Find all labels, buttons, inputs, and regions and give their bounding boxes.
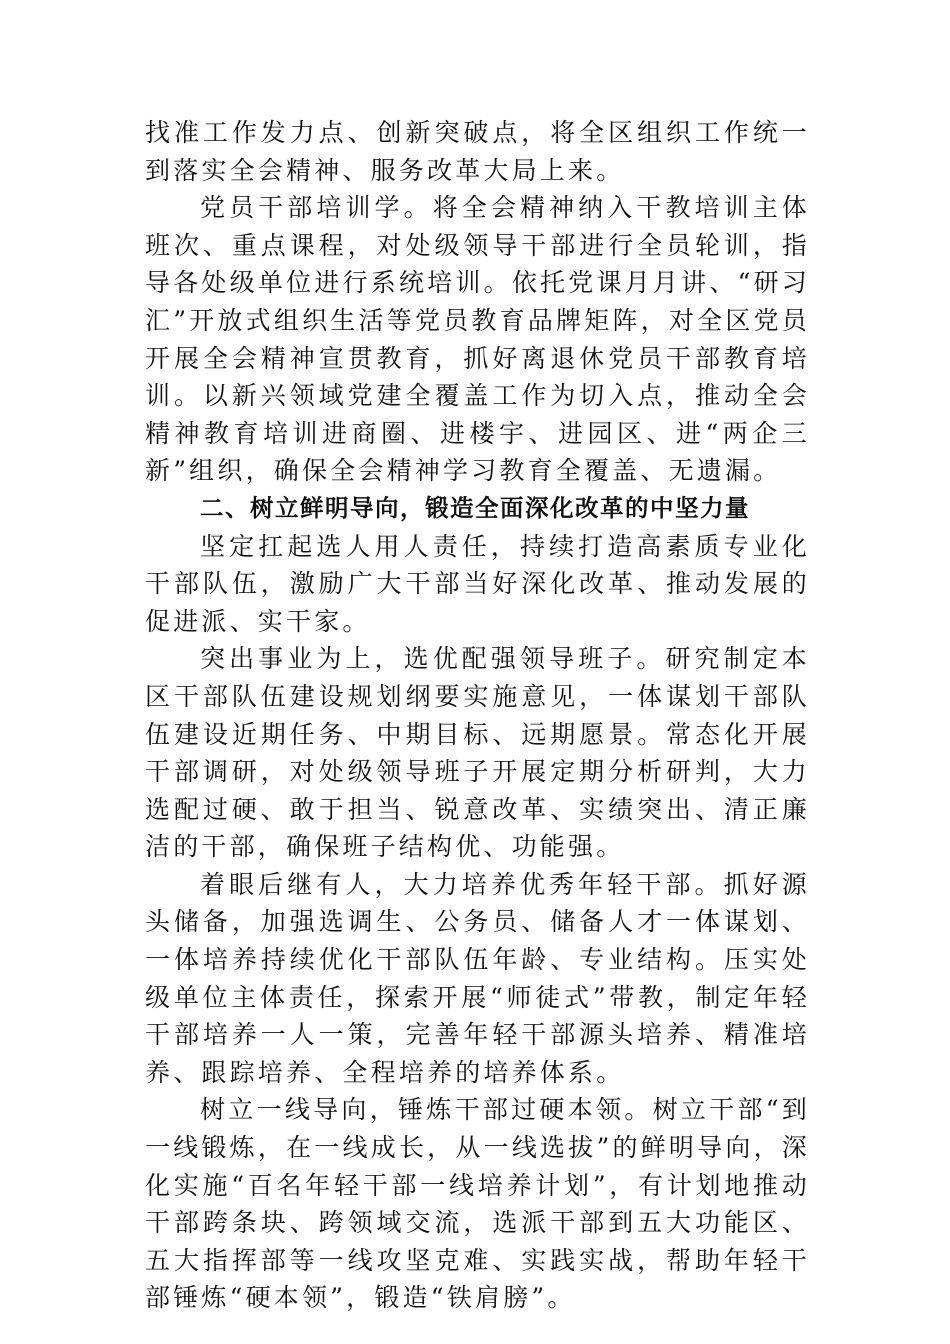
paragraph-young-cadres: 着眼后继有人，大力培养优秀年轻干部。抓好源头储备，加强选调生、公务员、储备人才一体谋划、一体培养持续优化干部队伍年龄、专业结构。压实处级单位主体责任，探索开展“师徒式”带教，制定年轻干部培养一人一策，完善年轻干部源头培养、精准培养、跟踪培养、全程培养的培养体系。 xyxy=(145,869,810,1087)
paragraph-continuation: 找准工作发力点、创新突破点，将全区组织工作统一到落实全会精神、服务改革大局上来。 xyxy=(145,118,810,185)
paragraph-section-intro: 坚定扛起选人用人责任，持续打造高素质专业化干部队伍，激励广大干部当好深化改革、推动发展的促进派、实干家。 xyxy=(145,531,810,636)
document-body xyxy=(145,114,810,1317)
section-heading: 二、树立鲜明导向，锻造全面深化改革的中坚力量 xyxy=(200,493,750,522)
paragraph-party-training: 党员干部培训学。将全会精神纳入干教培训主体班次、重点课程，对处级领导干部进行全员轮训，指导各处级单位进行系统培训。依托党课月月讲、“研习汇”开放式组织生活等党员教育品牌矩阵，对全区党员开展全会精神宣贯教育，抓好离退休党员干部教育培训。以新兴领域党建全覆盖工作为切入点，推动全会精神教育培训进商圈、进楼宇、进园区、进“两企三新”组织，确保全会精神学习教育全覆盖、无遗漏。 xyxy=(145,193,810,486)
paragraph-leadership-teams: 突出事业为上，选优配强领导班子。研究制定本区干部队伍建设规划纲要实施意见，一体谋划干部队伍建设近期任务、中期目标、远期愿景。常态化开展干部调研，对处级领导班子开展定期分析研判，大力选配过硬、敢于担当、锐意改革、实绩突出、清正廉洁的干部，确保班子结构优、功能强。 xyxy=(145,644,810,862)
paragraph-frontline: 树立一线导向，锤炼干部过硬本领。树立干部“到一线锻炼，在一线成长，从一线选拔”的鲜明导向，深化实施“百名年轻干部一线培养计划”，有计划地推动干部跨条块、跨领域交流，选派干部到五大功能区、五大指挥部等一线攻坚克难、实践实战，帮助年轻干部锤炼“硬本领”，锻造“铁肩膀”。 xyxy=(145,1095,810,1313)
